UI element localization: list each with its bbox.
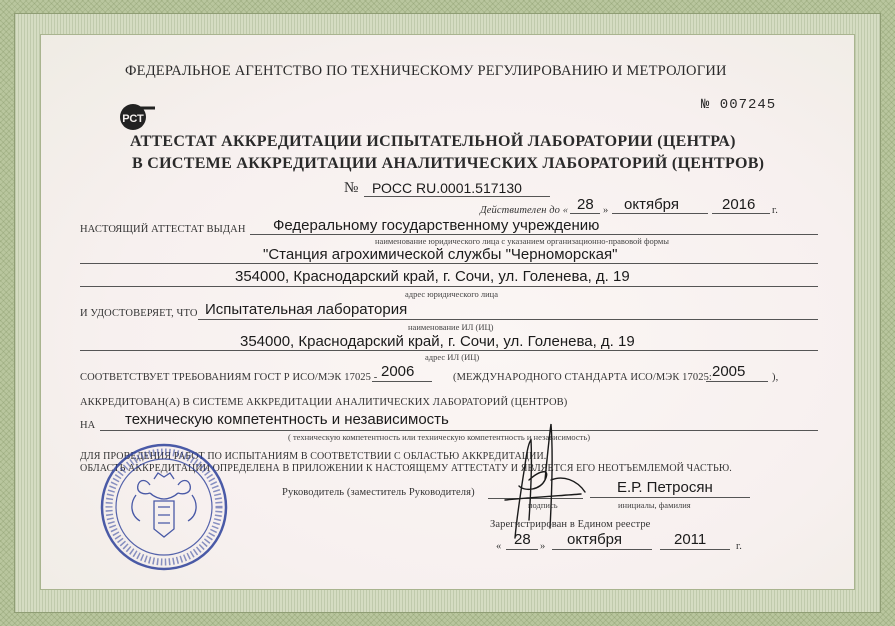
gost-year: 2006 bbox=[381, 363, 415, 380]
org-name-hint: наименование юридического лица с указанием организационно-правовой формы bbox=[375, 236, 669, 246]
registry-suffix: г. bbox=[736, 541, 742, 552]
lab-name-hint: наименование ИЛ (ИЦ) bbox=[408, 322, 494, 332]
intl-close: ), bbox=[772, 372, 779, 383]
title-line-1: АТТЕСТАТ АККРЕДИТАЦИИ ИСПЫТАТЕЛЬНОЙ ЛАБОРАТОРИИ (ЦЕНТРА) bbox=[130, 133, 736, 150]
scope-line-2: ОБЛАСТЬ АККРЕДИТАЦИИ ОПРЕДЕЛЕНА В ПРИЛОЖЕНИИ К НАСТОЯЩЕМУ АТТЕСТАТУ И ЯВЛЯЕТСЯ ЕГО НЕОТЪЕМЛЕМОЙ ЧАСТЬЮ. bbox=[80, 463, 732, 474]
registry-close-quote: » bbox=[540, 541, 546, 552]
org-name-line-1: Федеральному государственному учреждению bbox=[273, 217, 600, 234]
certifies-label: И УДОСТОВЕРЯЕТ, ЧТО bbox=[80, 308, 198, 319]
org-address: 354000, Краснодарский край, г. Сочи, ул. Голенева, д. 19 bbox=[235, 268, 630, 285]
rst-logo bbox=[118, 102, 156, 132]
signature-hint: подпись bbox=[528, 500, 558, 510]
org-address-hint: адрес юридического лица bbox=[405, 289, 498, 299]
lab-address: 354000, Краснодарский край, г. Сочи, ул. Голенева, д. 19 bbox=[240, 333, 635, 350]
signatory-role: Руководитель (заместитель Руководителя) bbox=[282, 487, 475, 498]
intl-standard-label: (МЕЖДУНАРОДНОГО СТАНДАРТА ИСО/МЭК 17025: bbox=[453, 372, 712, 383]
validity-year: 2016 bbox=[722, 196, 756, 213]
accredited-on-label: НА bbox=[80, 420, 96, 431]
registry-open-quote: « bbox=[496, 541, 502, 552]
gost-label: СООТВЕТСТВУЕТ ТРЕБОВАНИЯМ ГОСТ Р ИСО/МЭК 17025 - bbox=[80, 372, 378, 383]
signatory-name: Е.Р. Петросян bbox=[617, 479, 713, 496]
accredited-label: АККРЕДИТОВАН(А) В СИСТЕМЕ АККРЕДИТАЦИИ АНАЛИТИЧЕСКИХ ЛАБОРАТОРИЙ (ЦЕНТРОВ) bbox=[80, 397, 568, 408]
number-sign: № bbox=[344, 180, 359, 196]
title-line-2: В СИСТЕМЕ АККРЕДИТАЦИИ АНАЛИТИЧЕСКИХ ЛАБОРАТОРИЙ (ЦЕНТРОВ) bbox=[132, 155, 765, 172]
signatory-name-hint: инициалы, фамилия bbox=[618, 500, 691, 510]
validity-sep: » bbox=[603, 205, 609, 216]
validity-label: Действителен до « bbox=[480, 205, 569, 216]
official-stamp bbox=[100, 443, 228, 571]
intl-year: 2005 bbox=[712, 363, 746, 380]
validity-day: 28 bbox=[577, 196, 594, 213]
certificate-number: РОСС RU.0001.517130 bbox=[372, 180, 522, 196]
registry-year: 2011 bbox=[674, 531, 707, 548]
validity-month: октября bbox=[624, 196, 679, 213]
agency-title: ФЕДЕРАЛЬНОЕ АГЕНТСТВО ПО ТЕХНИЧЕСКОМУ РЕГУЛИРОВАНИЮ И МЕТРОЛОГИИ bbox=[125, 63, 727, 79]
org-name-line-2: "Станция агрохимической службы "Черноморская" bbox=[263, 246, 618, 263]
registry-month: октября bbox=[567, 531, 622, 548]
accreditation-type: техническую компетентность и независимость bbox=[125, 411, 449, 428]
lab-address-hint: адрес ИЛ (ИЦ) bbox=[425, 352, 480, 362]
registry-day: 28 bbox=[514, 531, 531, 548]
issued-label: НАСТОЯЩИЙ АТТЕСТАТ ВЫДАН bbox=[80, 224, 246, 235]
accreditation-type-hint: ( техническую компетентность или техническую компетентность и независимость) bbox=[288, 432, 591, 442]
serial-number: № 007245 bbox=[701, 97, 777, 113]
scope-line-1: ДЛЯ ПРОВЕДЕНИЯ РАБОТ ПО ИСПЫТАНИЯМ В СООТВЕТСТВИИ С ОБЛАСТЬЮ АККРЕДИТАЦИИ. bbox=[80, 451, 547, 462]
validity-suffix: г. bbox=[772, 205, 778, 216]
svg-text:РСТ: РСТ bbox=[122, 113, 144, 125]
registry-label: Зарегистрирован в Едином реестре bbox=[490, 519, 651, 530]
lab-name: Испытательная лаборатория bbox=[205, 301, 408, 318]
